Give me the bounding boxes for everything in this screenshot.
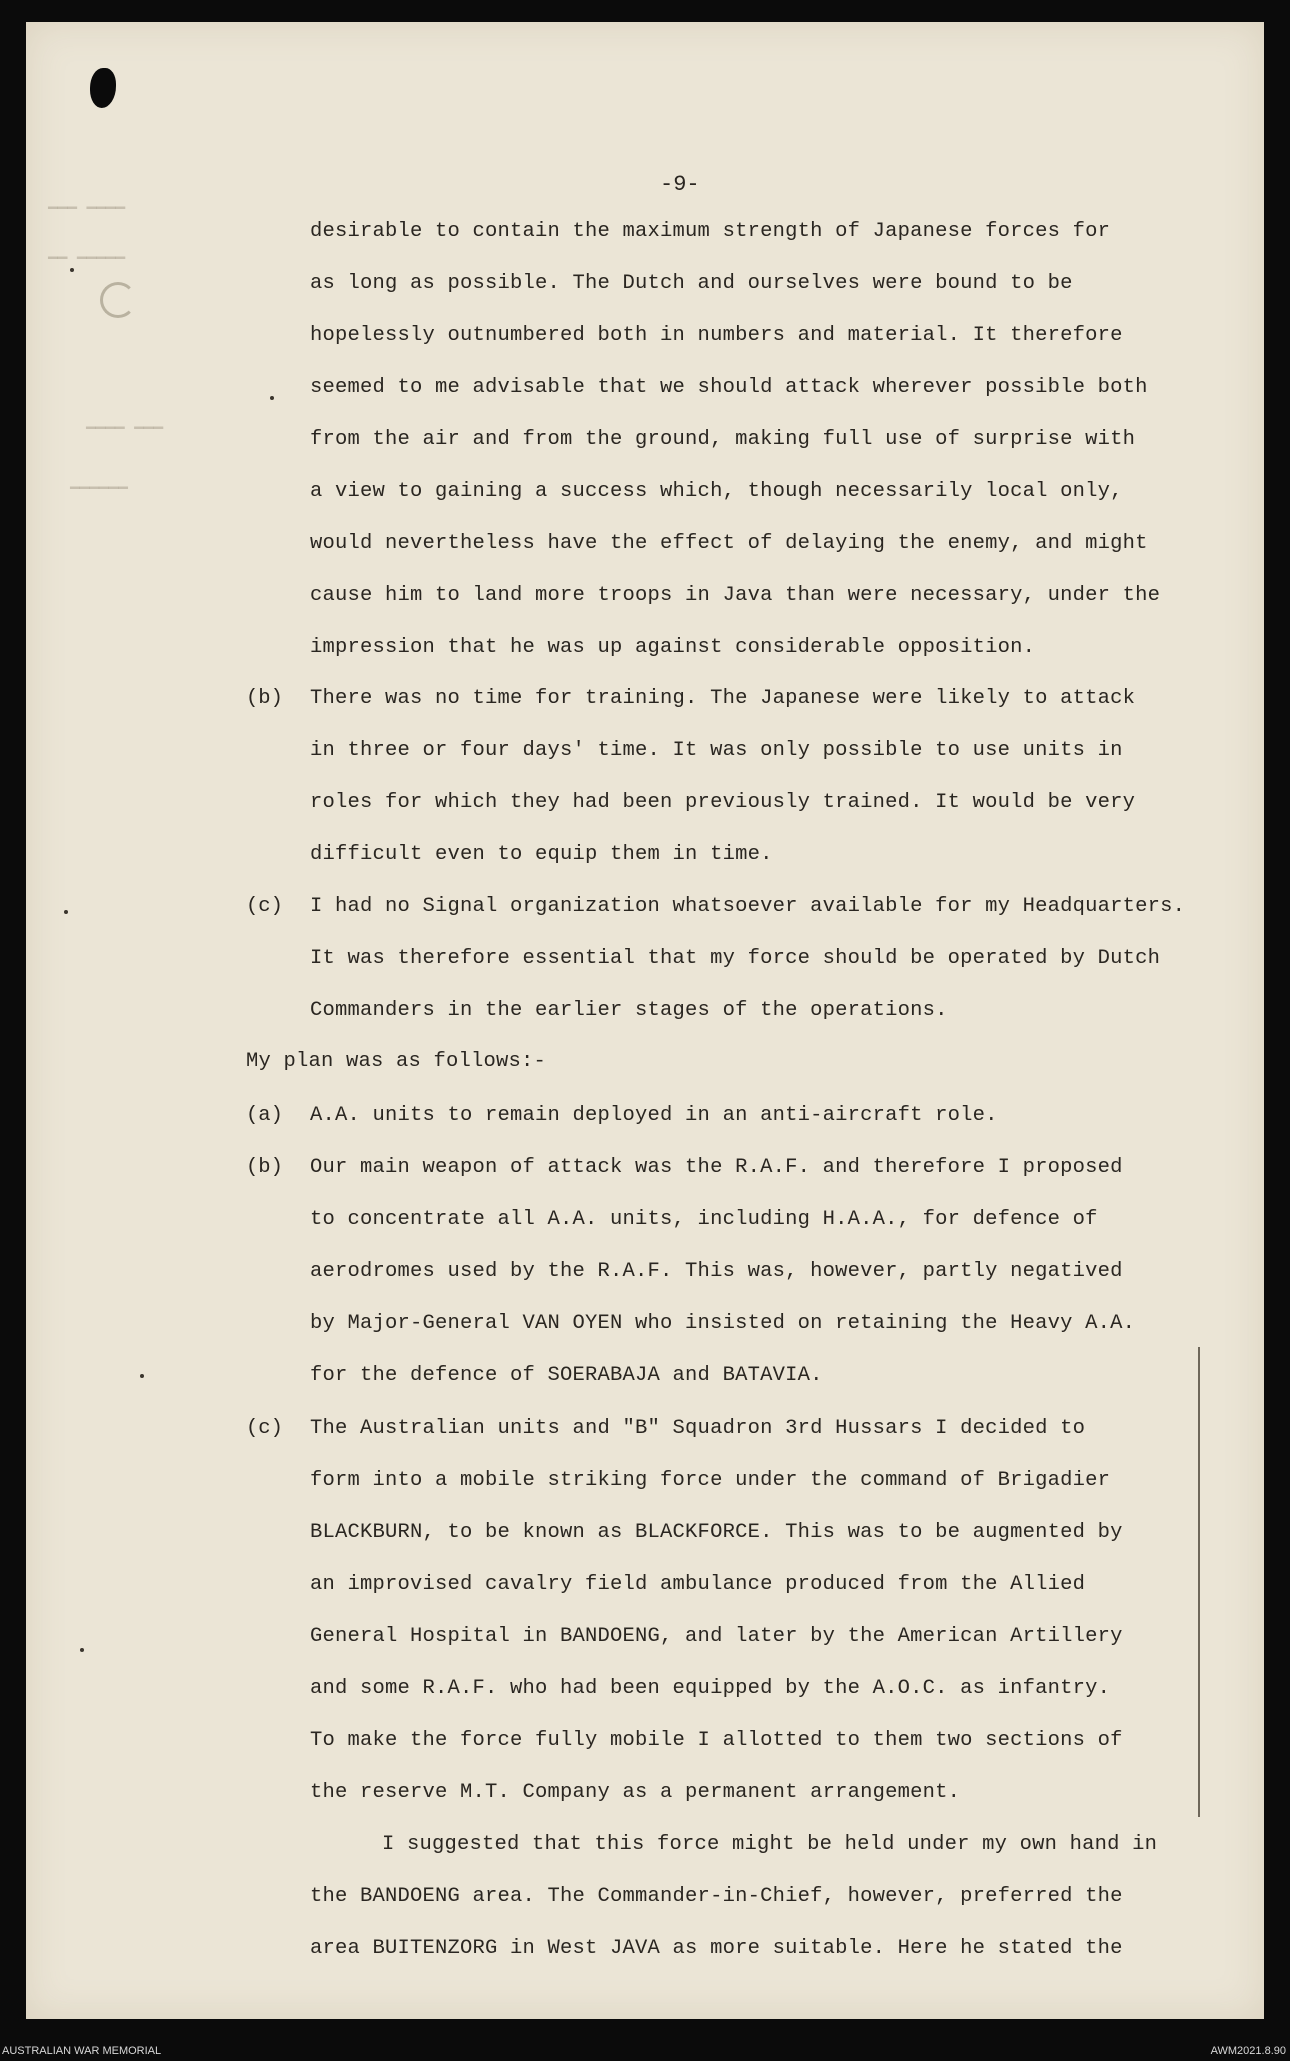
paragraph-label: (b) [246, 687, 283, 710]
archive-reference: AWM2021.8.90 [1210, 2045, 1286, 2057]
text-line: My plan was as follows:- [246, 1050, 547, 1073]
margin-dot [64, 910, 68, 914]
page-number: -9- [660, 172, 700, 197]
text-line: would nevertheless have the effect of delaying the enemy, and might [310, 532, 1148, 555]
paragraph-label: (b) [246, 1156, 283, 1179]
text-line: as long as possible. The Dutch and ourselves were bound to be [310, 272, 1073, 295]
text-line: There was no time for training. The Japanese were likely to attack [310, 687, 1136, 710]
text-line: by Major-General VAN OYEN who insisted on retaining the Heavy A.A. [310, 1312, 1136, 1335]
bleed-through-mark: ▁▁▁▁▁▁ [70, 472, 128, 490]
text-line: It was therefore essential that my force should be operated by Dutch [310, 947, 1161, 970]
paragraph-label: (c) [246, 1417, 283, 1440]
bleed-through-mark: ▁▁ ▁▁▁▁▁ [48, 242, 126, 260]
text-line: an improvised cavalry field ambulance produced from the Allied [310, 1573, 1086, 1596]
text-line: difficult even to equip them in time. [310, 843, 773, 866]
punch-hole [90, 68, 116, 108]
text-line: BLACKBURN, to be known as BLACKFORCE. This was to be augmented by [310, 1521, 1123, 1544]
bleed-through-mark: ▁▁▁▁ ▁▁▁ [86, 412, 164, 430]
text-line: hopelessly outnumbered both in numbers and material. It therefore [310, 324, 1123, 347]
text-line: the reserve M.T. Company as a permanent arrangement. [310, 1781, 961, 1804]
text-line: Commanders in the earlier stages of the operations. [310, 999, 948, 1022]
text-line: a view to gaining a success which, though necessarily local only, [310, 480, 1123, 503]
text-line: seemed to me advisable that we should attack wherever possible both [310, 376, 1148, 399]
text-line: roles for which they had been previously trained. It would be very [310, 791, 1136, 814]
text-line: and some R.A.F. who had been equipped by the A.O.C. as infantry. [310, 1677, 1111, 1700]
text-line: from the air and from the ground, making full use of surprise with [310, 428, 1136, 451]
bleed-through-mark: ▁▁▁ ▁▁▁▁ [48, 192, 126, 210]
margin-dot [80, 1648, 84, 1652]
text-line: The Australian units and "B" Squadron 3rd Hussars I decided to [310, 1417, 1086, 1440]
paper-clip-mark [100, 282, 136, 318]
text-line: aerodromes used by the R.A.F. This was, however, partly negatived [310, 1260, 1123, 1283]
margin-dot [270, 396, 274, 400]
text-line: I had no Signal organization whatsoever available for my Headquarters. [310, 895, 1186, 918]
text-line: form into a mobile striking force under the command of Brigadier [310, 1469, 1111, 1492]
text-line: General Hospital in BANDOENG, and later by the American Artillery [310, 1625, 1123, 1648]
text-line: to concentrate all A.A. units, including H.A.A., for defence of [310, 1208, 1098, 1231]
margin-rule [1198, 1347, 1200, 1817]
text-line: for the defence of SOERABAJA and BATAVIA. [310, 1364, 823, 1387]
text-line: I suggested that this force might be held under my own hand in [382, 1833, 1158, 1856]
text-line: To make the force fully mobile I allotted to them two sections of [310, 1729, 1123, 1752]
text-line: desirable to contain the maximum strength of Japanese forces for [310, 220, 1111, 243]
text-line: Our main weapon of attack was the R.A.F. and therefore I proposed [310, 1156, 1123, 1179]
archive-credit: AUSTRALIAN WAR MEMORIAL [2, 2045, 162, 2057]
text-line: in three or four days' time. It was only possible to use units in [310, 739, 1123, 762]
typed-page [26, 22, 1264, 2019]
text-line: cause him to land more troops in Java than were necessary, under the [310, 584, 1161, 607]
margin-dot [140, 1374, 144, 1378]
text-line: area BUITENZORG in West JAVA as more suitable. Here he stated the [310, 1937, 1123, 1960]
text-line: the BANDOENG area. The Commander-in-Chief, however, preferred the [310, 1885, 1123, 1908]
paragraph-label: (a) [246, 1104, 283, 1127]
margin-dot [70, 268, 74, 272]
paragraph-label: (c) [246, 895, 283, 918]
text-line: A.A. units to remain deployed in an anti-aircraft role. [310, 1104, 998, 1127]
text-line: impression that he was up against considerable opposition. [310, 636, 1036, 659]
